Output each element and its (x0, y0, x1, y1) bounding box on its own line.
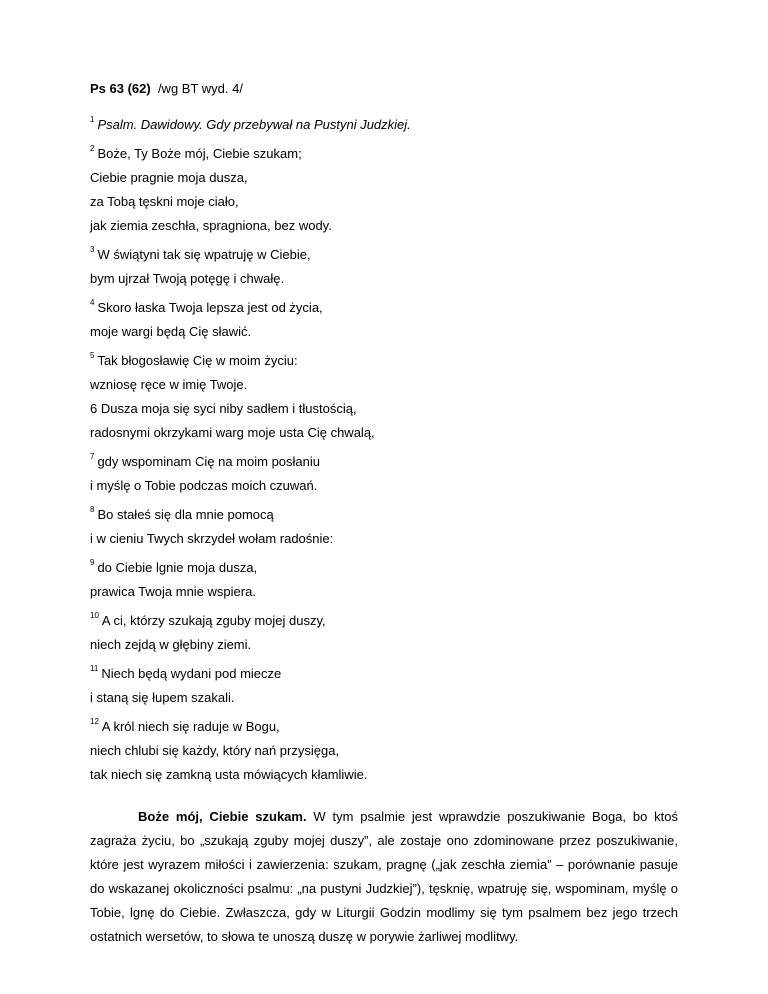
verse-text: bym ujrzał Twoją potęgę i chwałę. (90, 271, 285, 286)
verse-line (90, 686, 678, 710)
verse-number: 2 (90, 144, 95, 153)
verse-text: Ciebie pragnie moja dusza, (90, 170, 248, 185)
verse-line (90, 214, 678, 238)
verse-number: 5 (90, 351, 95, 360)
psalm-source: /wg BT wyd. 4/ (157, 81, 243, 96)
verse-line (90, 551, 678, 580)
verse-text: i myślę o Tobie podczas moich czuwań. (90, 478, 318, 493)
verse-text: niech zejdą w głębiny ziemi. (90, 637, 252, 652)
verse-text: i staną się łupem szakali. (90, 690, 235, 705)
verse-number: 1 (90, 115, 95, 124)
verse-number: 10 (90, 611, 99, 620)
commentary-body: W tym psalmie jest wprawdzie poszukiwanie Boga, bo ktoś zagraża życiu, bo „szukają zguby mojej duszy”, ale zostaje ono zdominowane przez poszukiwanie, które jest wyrazem miłości i zawierzenia: szukam, pragnę („jak zeschła ziemia” – porównanie pasuje do wskazanej okoliczności psalmu: „na pustyni Judzkiej”), tęsknię, wpatruję się, wspominam, myślę o Tobie, lgnę do Ciebie. Zwłaszcza, gdy w Liturgii Godzin modlimy się tym psalmem bez jego trzech ostatnich wersetów, to słowa te unoszą duszę w porywie żarliwej modlitwy. (90, 809, 678, 944)
verse-line (90, 710, 678, 739)
verse-line (90, 238, 678, 267)
verse-number: 3 (90, 245, 95, 254)
verse-line (90, 498, 678, 527)
psalm-heading (90, 78, 678, 100)
verse-line (90, 445, 678, 474)
verse-text: A król niech się raduje w Bogu, (101, 719, 280, 734)
verse-text: Boże, Ty Boże mój, Ciebie szukam; (97, 146, 302, 161)
verse-text: moje wargi będą Cię sławić. (90, 324, 252, 339)
verse-line (90, 108, 678, 137)
verse-line (90, 137, 678, 166)
verse-number: 9 (90, 558, 95, 567)
verse-text: Bo stałeś się dla mnie pomocą (97, 507, 274, 522)
verse-number: 4 (90, 298, 95, 307)
verse-line (90, 291, 678, 320)
verse-line (90, 267, 678, 291)
verse-text: Tak błogosławię Cię w moim życiu: (97, 353, 298, 368)
verse-text: tak niech się zamkną usta mówiących kłamliwie. (90, 767, 368, 782)
verse-text: i w cieniu Twych skrzydeł wołam radośnie: (90, 531, 334, 546)
verse-number: 7 (90, 452, 95, 461)
document-page (90, 78, 678, 962)
verse-text: za Tobą tęskni moje ciało, (90, 194, 239, 209)
verse-line (90, 344, 678, 373)
verse-text: wzniosę ręce w imię Twoje. (90, 377, 248, 392)
verse-line (90, 527, 678, 551)
verse-line (90, 397, 678, 421)
verse-line (90, 190, 678, 214)
verse-line (90, 604, 678, 633)
verse-text: niech chlubi się każdy, który nań przysięga, (90, 743, 340, 758)
verse-line (90, 657, 678, 686)
verse-number: 11 (90, 664, 99, 673)
psalm-title: Ps 63 (62) (90, 81, 151, 96)
verse-text: A ci, którzy szukają zguby mojej duszy, (101, 613, 326, 628)
verse-text: radosnymi okrzykami warg moje usta Cię chwalą, (90, 425, 375, 440)
psalm-verses (90, 108, 678, 787)
verse-line (90, 763, 678, 787)
verse-text: do Ciebie lgnie moja dusza, (97, 560, 258, 575)
verse-line (90, 580, 678, 604)
verse-text: W świątyni tak się wpatruję w Ciebie, (97, 247, 311, 262)
verse-text: prawica Twoja mnie wspiera. (90, 584, 256, 599)
commentary-lead: Boże mój, Ciebie szukam. (138, 809, 307, 824)
verse-number: 12 (90, 717, 99, 726)
verse-text: Niech będą wydani pod miecze (101, 666, 282, 681)
verse-text: jak ziemia zeschła, spragniona, bez wody. (90, 218, 332, 233)
verse-line (90, 320, 678, 344)
verse-line (90, 633, 678, 657)
verse-text: gdy wspominam Cię na moim posłaniu (97, 454, 320, 469)
verse-text: Skoro łaska Twoja lepsza jest od życia, (97, 300, 323, 315)
verse-line (90, 474, 678, 498)
verse-line (90, 739, 678, 763)
verse-text: 6 Dusza moja się syci niby sadłem i tłustością, (90, 401, 357, 416)
commentary-paragraph (90, 805, 678, 949)
verse-text: Psalm. Dawidowy. Gdy przebywał na Pustyni Judzkiej. (97, 117, 411, 132)
verse-number: 8 (90, 505, 95, 514)
verse-line (90, 373, 678, 397)
verse-line (90, 421, 678, 445)
verse-line (90, 166, 678, 190)
